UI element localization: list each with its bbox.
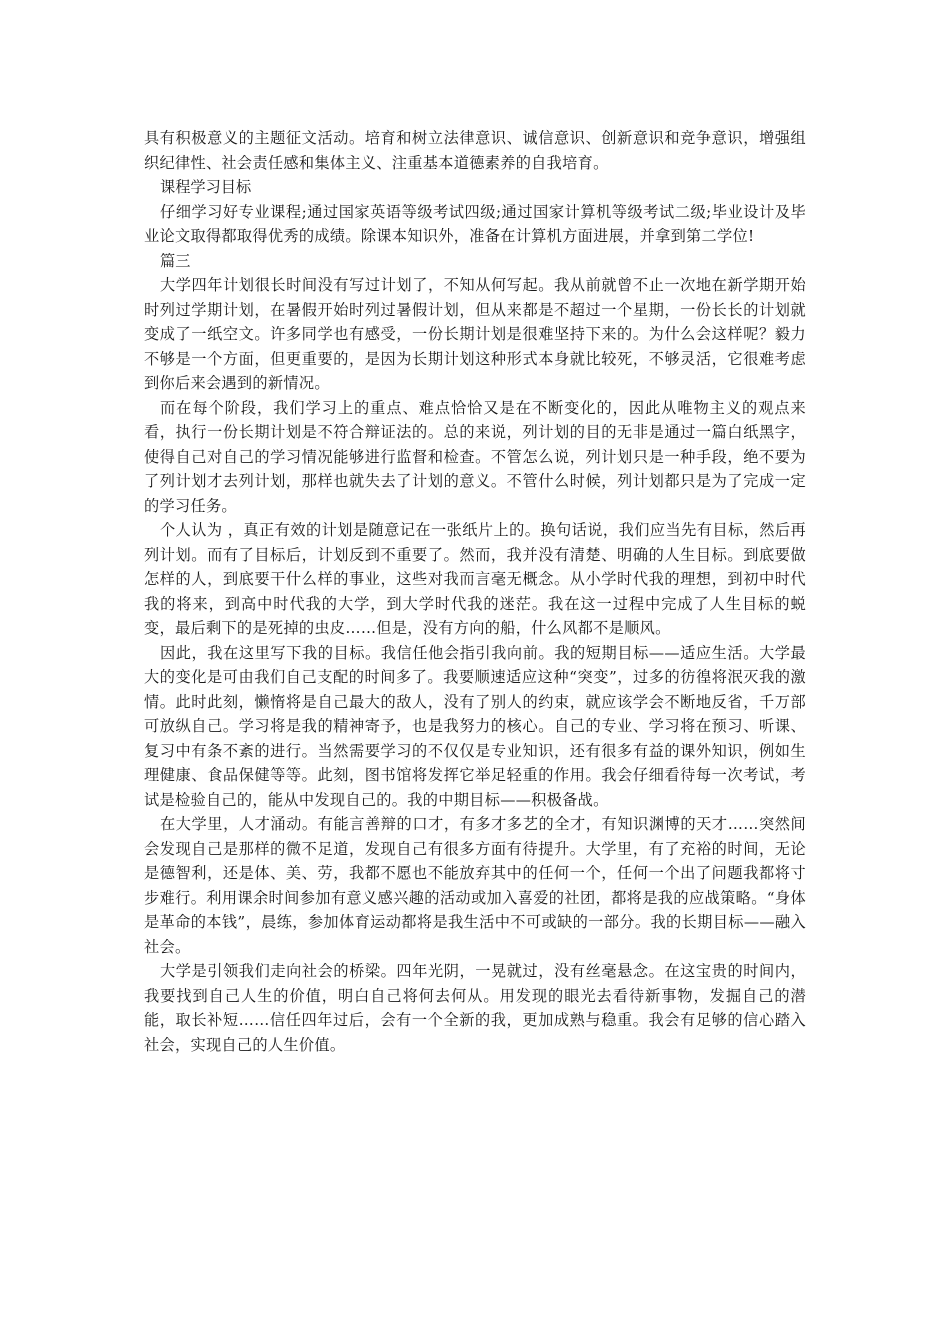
paragraph-course-goals: 仔细学习好专业课程;通过国家英语等级考试四级;通过国家计算机等级考试二级;毕业设计及毕业论文取得都取得优秀的成绩。除课本知识外，准备在计算机方面进展，并拿到第二学位!: [144, 202, 806, 245]
document-body: [144, 126, 806, 1057]
section-heading-part-three: 篇三: [160, 251, 191, 270]
paragraph-mid-term-goal: 在大学里，人才涌动。有能言善辩的口才，有多才多艺的全才，有知识渊博的天才……突然间会发现自己是那样的微不足道，发现自己有很多方面有待提升。大学里，有了充裕的时间，无论是德智利，还是体、美、劳，我都不愿也不能放弃其中的任何一个，任何一个出了问题我都将寸步难行。利用课余时间参加有意义感兴趣的活动或加入喜爱的社团，都将是我的应战策略。“身体是革命的本钱”，晨练，参加体育运动都将是我生活中不可或缺的一部分。我的长期目标——融入社会。: [144, 815, 806, 956]
paragraph-four-year-plan: 大学四年计划很长时间没有写过计划了，不知从何写起。我从前就曾不止一次地在新学期开始时列过学期计划，在暑假开始时列过暑假计划，但从来都是不超过一个星期，一份长长的计划就变成了一纸空文。许多同学也有感受，一份长期计划是很难坚持下来的。为什么会这样呢？毅力不够是一个方面，但更重要的，是因为长期计划这种形式本身就比较死，不够灵活，它很难考虑到你后来会遇到的新情况。: [144, 276, 806, 392]
paragraph-intro: 具有积极意义的主题征文活动。培育和树立法律意识、诚信意识、创新意识和竞争意识，增强组织纪律性、社会责任感和集体主义、注重基本道德素养的自我培育。: [144, 129, 806, 172]
paragraph-stages: 而在每个阶段，我们学习上的重点、难点恰恰又是在不断变化的，因此从唯物主义的观点来看，执行一份长期计划是不符合辩证法的。总的来说，列计划的目的无非是通过一篇白纸黑字，使得自己对自己的学习情况能够进行监督和检查。不管怎么说，列计划只是一种手段，绝不要为了列计划才去列计划，那样也就失去了计划的意义。不管什么时候，列计划都只是为了完成一定的学习任务。: [144, 398, 806, 515]
paragraph-short-term-goal: 因此，我在这里写下我的目标。我信任他会指引我向前。我的短期目标——适应生活。大学最大的变化是可由我们自己支配的时间多了。我要顺速适应这种“突变”，过多的彷徨将泯灭我的激情。此时此刻，懒惰将是自己最大的敌人，没有了别人的约束，就应该学会不断地反省，千万部可放纵自己。学习将是我的精神寄予，也是我努力的核心。自己的专业、学习将在预习、听课、复习中有条不紊的进行。当然需要学习的不仅仅是专业知识，还有很多有益的课外知识，例如生理健康、食品保健等等。此刻，图书馆将发挥它举足轻重的作用。我会仔细看待每一次考试，考试是检验自己的，能从中发现自己的。我的中期目标——积极备战。: [144, 643, 806, 809]
section-heading-course-goals: 课程学习目标: [160, 178, 252, 196]
paragraph-personal-view: 个人认为 ，真正有效的计划是随意记在一张纸片上的。换句话说，我们应当先有目标，然后再列计划。而有了目标后，计划反到不重要了。然而，我并没有清楚、明确的人生目标。到底要做怎样的人，到底要干什么样的事业，这些对我而言毫无概念。从小学时代我的理想，到初中时代我的将来，到高中时代我的大学，到大学时代我的迷茫。我在这一过程中完成了人生目标的蜕变，最后剩下的是死掉的虫皮……但是，没有方向的船，什么风都不是顺风。: [144, 521, 806, 637]
paragraph-conclusion: 大学是引领我们走向社会的桥梁。四年光阴，一晃就过，没有丝毫悬念。在这宝贵的时间内，我要找到自己人生的价值，明白自己将何去何从。用发现的眼光去看待新事物，发掘自己的潜能，取长补短……信任四年过后，会有一个全新的我，更加成熟与稳重。我会有足够的信心踏入社会，实现自己的人生价值。: [144, 962, 806, 1054]
